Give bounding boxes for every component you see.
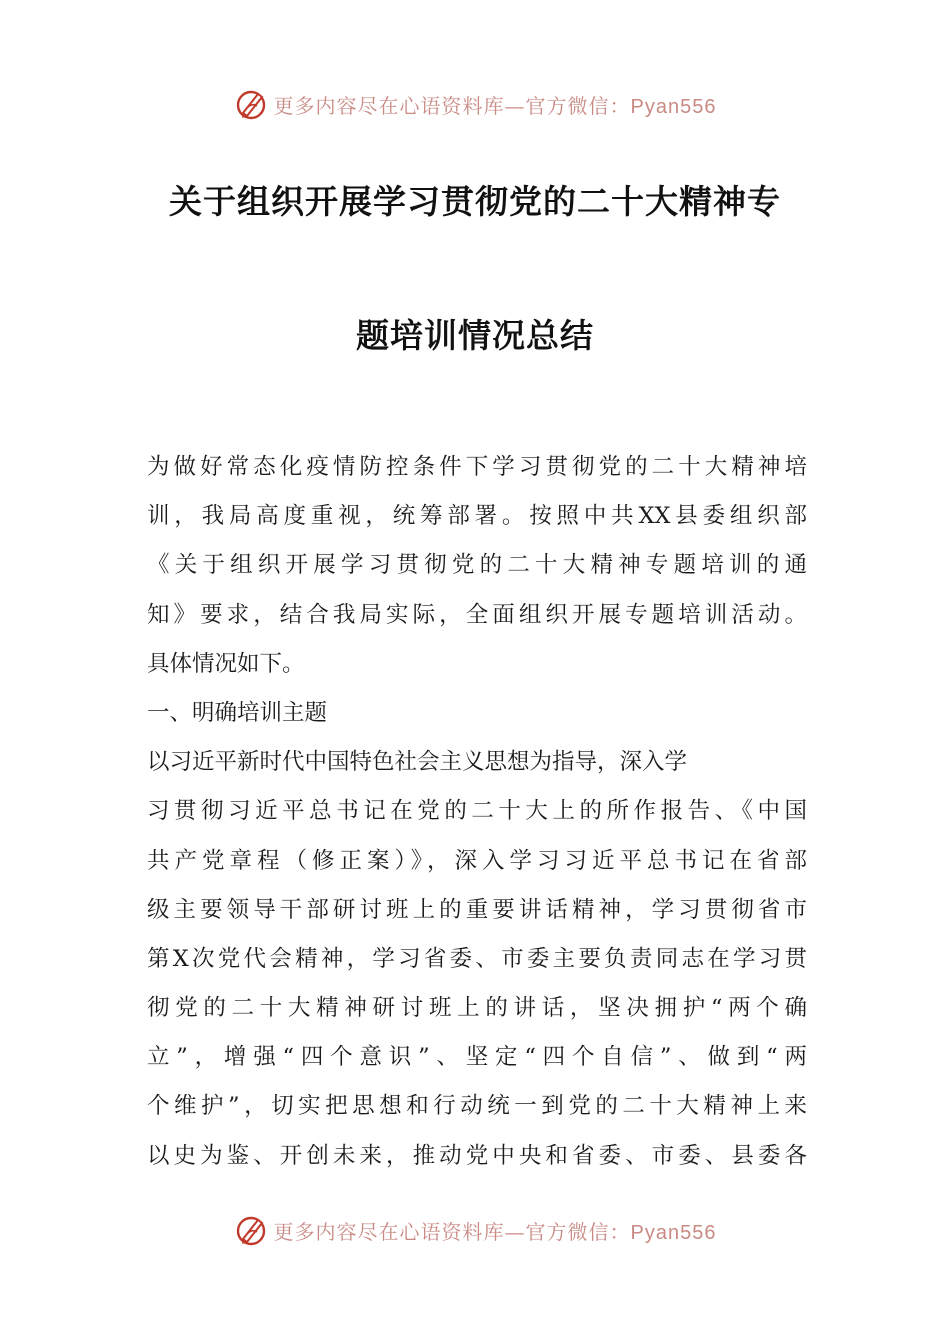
- watermark-label: 更多内容尽在心语资料库—官方微信：: [273, 93, 631, 118]
- pen-logo-icon: [234, 1212, 270, 1248]
- body-line: 习贯彻习近平总书记在党的二十大上的所作报告、《中国: [147, 798, 807, 825]
- watermark-text: [274, 90, 717, 119]
- body-line: 级主要领导干部研讨班上的重要讲话精神，学习贯彻省市: [147, 896, 807, 923]
- watermark-label: 更多内容尽在心语资料库—官方微信：: [273, 1219, 631, 1244]
- body-line: 以史为鉴、开创未来，推动党中央和省委、市委、县委各: [147, 1142, 807, 1169]
- watermark-wechat-id: Pyan556: [630, 1221, 717, 1244]
- body-line: 《关于组织开展学习贯彻党的二十大精神专题培训的通: [147, 552, 807, 579]
- watermark-wechat-id: Pyan556: [630, 95, 717, 118]
- body-text: [147, 443, 807, 1181]
- body-line: 共产党章程（修正案）》，深入学习习近平总书记在省部: [147, 847, 807, 874]
- body-line: 知》要求，结合我局实际，全面组织开展专题培训活动。: [147, 601, 807, 628]
- body-line: 具体情况如下。: [147, 650, 305, 677]
- body-line: 彻党的二十大精神研讨班上的讲话，坚决拥护“两个确: [147, 995, 807, 1022]
- body-line: 个维护”，切实把思想和行动统一到党的二十大精神上来: [147, 1093, 807, 1120]
- page-title-line2: 题培训情况总结: [356, 316, 594, 355]
- body-line: 一、明确培训主题: [147, 699, 328, 726]
- watermark-text: [274, 1216, 717, 1245]
- body-line: 训，我局高度重视，统筹部署。按照中共XX县委组织部: [147, 503, 807, 530]
- body-line: 立”，增强“四个意识”、坚定“四个自信”、做到“两: [147, 1044, 807, 1071]
- body-line: 为做好常态化疫情防控条件下学习贯彻党的二十大精神培: [147, 454, 807, 480]
- body-line: 第X次党代会精神，学习省委、市委主要负责同志在学习贯: [147, 945, 807, 972]
- page-title-line1: 关于组织开展学习贯彻党的二十大精神专: [169, 182, 781, 221]
- watermark-footer: [0, 1210, 950, 1250]
- pen-logo-icon: [234, 86, 270, 122]
- body-line: 以习近平新时代中国特色社会主义思想为指导，深入学: [147, 749, 688, 776]
- watermark-header: [0, 84, 950, 124]
